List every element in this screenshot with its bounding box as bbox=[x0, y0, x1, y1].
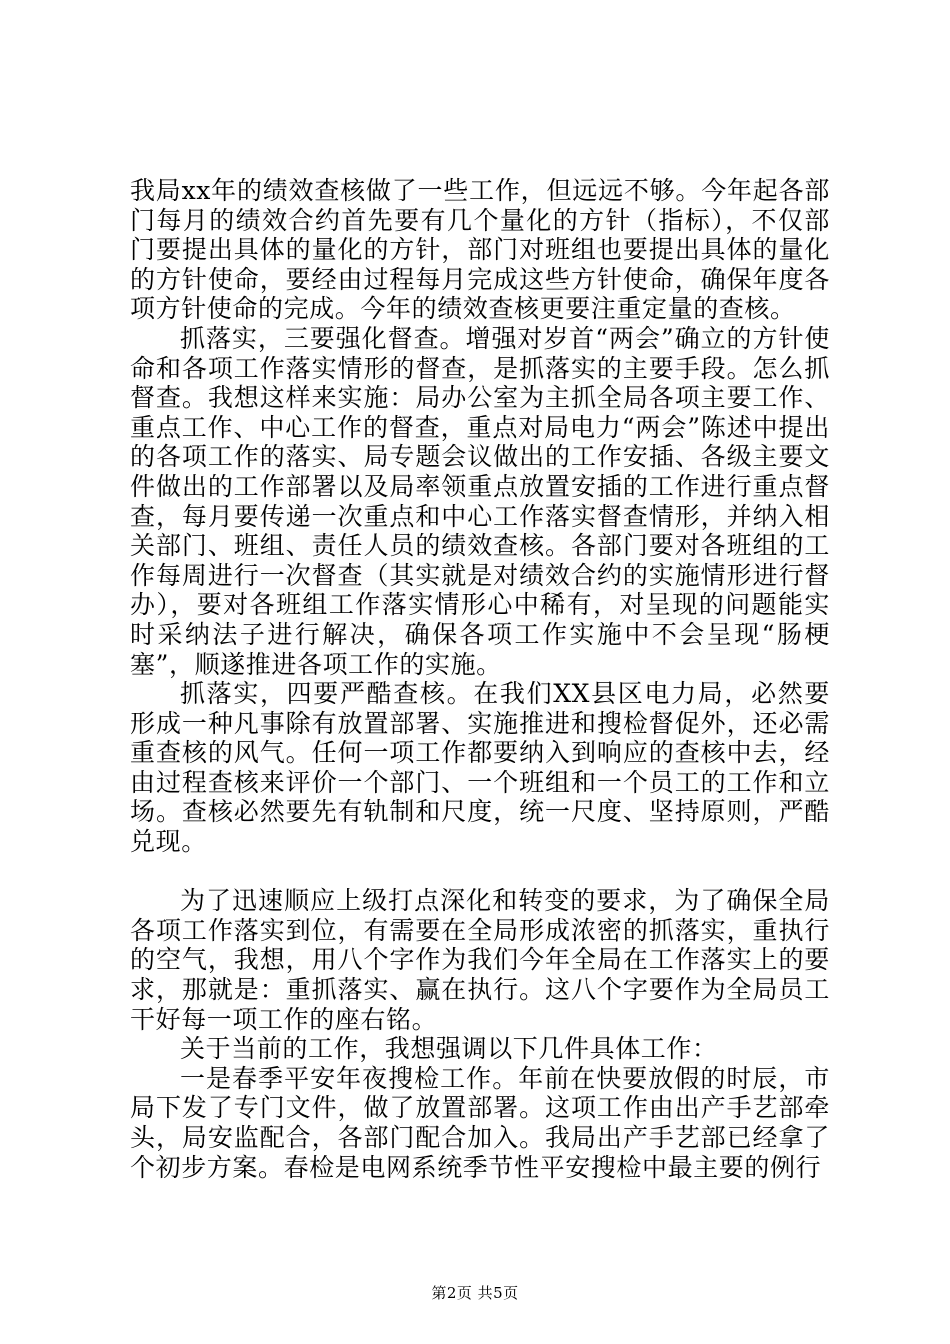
paragraph-current-work-intro: 关于当前的工作，我想强调以下几件具体工作： bbox=[180, 1034, 718, 1064]
page-number-footer: 第2页 共5页 bbox=[431, 1284, 519, 1302]
paragraph-supervision: 抓落实，三要强化督查。增强对岁首“两会”确立的方针使命和各项工作落实情形的督查，是抓落实的主要手段。怎么抓督查。我想这样来实施：局办公室为主抓全局各项主要工作、重点工作、中心工作的督查，重点对局电力“两会”陈述中提出的各项工作的落实、局专题会议做出的工作安插、各级主要文件做出的工作部署以及局率领重点放置安插的工作进行重点督查，每月要传递一次重点和中心工作落实督查情形，并纳入相关部门、班组、责任人员的绩效查核。各部门要对各班组的工作每周进行一次督查（其实就是对绩效合约的实施情形进行督办），要对各班组工作落实情形心中稀有，对呈现的问题能实时采纳法子进行解决，确保各项工作实施中不会呈现“肠梗塞”，顺遂推进各项工作的实施。 bbox=[130, 323, 830, 679]
paragraph-spacer bbox=[130, 857, 830, 887]
paragraph-strict-assessment: 抓落实，四要严酷查核。在我们XX县区电力局，必然要形成一种凡事除有放置部署、实施推进和搜检督促外，还必需重查核的风气。任何一项工作都要纳入到响应的查核中去，经由过程查核来评价一个部门、一个班组和一个员工的工作和立场。查核必然要先有轨制和尺度，统一尺度、坚持原则，严酷兑现。 bbox=[130, 679, 830, 857]
document-body bbox=[130, 176, 830, 1182]
paragraph-performance-review: 我局xx年的绩效查核做了一些工作，但远远不够。今年起各部门每月的绩效合约首先要有几个量化的方针（指标），不仅部门要提出具体的量化的方针，部门对班组也要提出具体的量化的方针使命，要经由过程每月完成这些方针使命，确保年度各项方针使命的完成。今年的绩效查核更要注重定量的查核。 bbox=[130, 176, 830, 324]
paragraph-spring-inspection: 一是春季平安年夜搜检工作。年前在快要放假的时辰，市局下发了专门文件，做了放置部署。这项工作由出产手艺部牵头，局安监配合，各部门配合加入。我局出产手艺部已经拿了个初步方案。春检是电网系统季节性平安搜检中最主要的例行 bbox=[130, 1063, 830, 1182]
paragraph-execution-motto: 为了迅速顺应上级打点深化和转变的要求，为了确保全局各项工作落实到位，有需要在全局形成浓密的抓落实，重执行的空气，我想，用八个字作为我们今年全局在工作落实上的要求，那就是：重抓落实、赢在执行。这八个字要作为全局员工干好每一项工作的座右铭。 bbox=[130, 886, 830, 1034]
